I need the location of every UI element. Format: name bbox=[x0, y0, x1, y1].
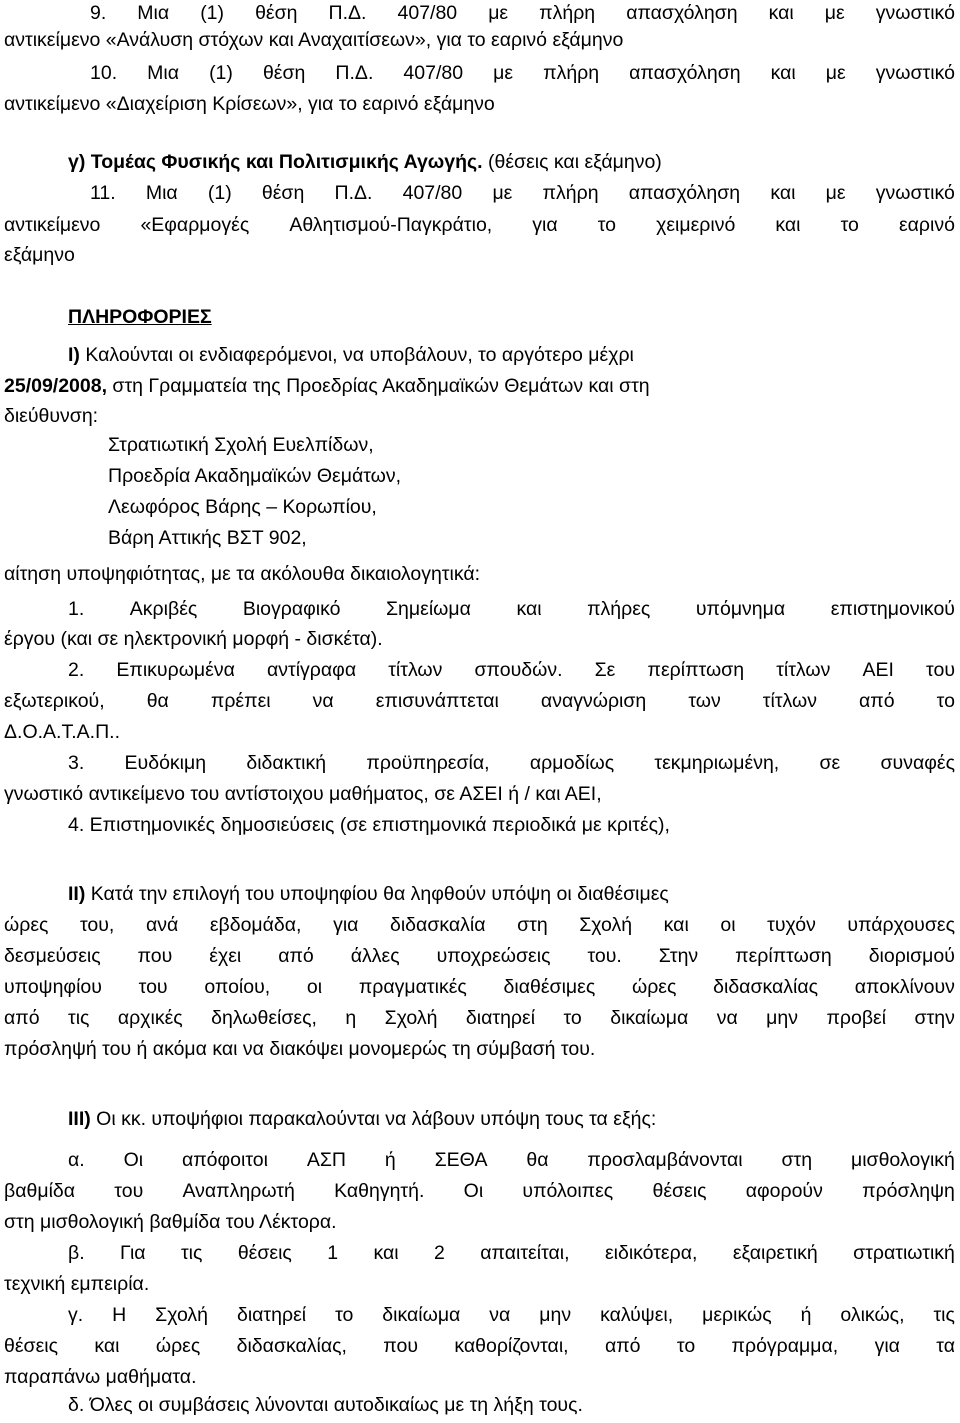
item-10-line-1 bbox=[90, 62, 955, 85]
note-alpha-line-2 bbox=[4, 1180, 955, 1203]
word: το bbox=[676, 1335, 696, 1357]
word: (1) bbox=[200, 2, 225, 24]
deadline-date: 25/09/2008, bbox=[4, 375, 108, 397]
item-11-line-1 bbox=[90, 182, 955, 205]
word: γνωστικό bbox=[875, 2, 955, 24]
word: Μια bbox=[145, 182, 178, 204]
section-ii-line-2 bbox=[4, 914, 955, 937]
word: μην bbox=[539, 1304, 572, 1326]
word: Π.Δ. bbox=[334, 182, 373, 204]
info-heading: ΠΛΗΡΟΦΟΡΙΕΣ bbox=[68, 306, 212, 328]
word: διορισμού bbox=[868, 945, 955, 967]
word: ολικώς, bbox=[840, 1304, 905, 1326]
item-10-line-2: αντικείμενο «Διαχείριση Κρίσεων», για το εαρινό εξάμηνο bbox=[4, 93, 495, 115]
word: αρμοδίως bbox=[529, 752, 615, 774]
word: προβεί bbox=[826, 1007, 887, 1029]
word: πλήρες bbox=[587, 598, 651, 620]
word: ΑΕΙ bbox=[862, 659, 894, 681]
word: και bbox=[768, 2, 794, 24]
word: υπόμνημα bbox=[695, 598, 786, 620]
word: για bbox=[532, 214, 558, 236]
word: που bbox=[383, 1335, 418, 1357]
note-alpha-line-1 bbox=[68, 1149, 955, 1172]
word: τίτλων bbox=[776, 659, 831, 681]
word: διδασκαλία bbox=[390, 914, 486, 936]
note-beta-line-1 bbox=[68, 1242, 955, 1265]
section-ii-text: Κατά την επιλογή του υποψηφίου θα ληφθούν υπόψη οι διαθέσιμες bbox=[85, 883, 669, 905]
word: α. bbox=[68, 1149, 85, 1171]
word: Ευδόκιμη bbox=[124, 752, 207, 774]
word: του. bbox=[587, 945, 622, 967]
word: 407/80 bbox=[397, 2, 458, 24]
word: το bbox=[563, 1007, 582, 1029]
section-iii-label: III) bbox=[68, 1108, 91, 1130]
word: ή bbox=[800, 1304, 812, 1326]
word: 407/80 bbox=[403, 62, 464, 84]
word: αποκλίνουν bbox=[854, 976, 955, 998]
word: για bbox=[874, 1335, 900, 1357]
word: Βιογραφικό bbox=[242, 598, 341, 620]
word: μερικώς bbox=[702, 1304, 772, 1326]
word: στη bbox=[781, 1149, 813, 1171]
word: απασχόληση bbox=[628, 182, 741, 204]
word: με bbox=[493, 62, 514, 84]
word: να bbox=[716, 1007, 738, 1029]
word: Σχολή bbox=[155, 1304, 209, 1326]
word: προϋπηρεσία, bbox=[366, 752, 490, 774]
word: διδακτική bbox=[246, 752, 327, 774]
word: το bbox=[335, 1304, 354, 1326]
word: θέση bbox=[255, 2, 298, 24]
doc-item-2-line-1 bbox=[68, 659, 955, 682]
word: πλήρη bbox=[542, 182, 599, 204]
word: τίτλων bbox=[388, 659, 443, 681]
word: «Εφαρμογές bbox=[140, 214, 250, 236]
word: θα bbox=[526, 1149, 549, 1171]
word: και bbox=[373, 1242, 399, 1264]
word: από bbox=[4, 1007, 40, 1029]
word: πραγματικές bbox=[358, 976, 467, 998]
word: διατηρεί bbox=[465, 1007, 536, 1029]
item-11-line-3: εξάμηνο bbox=[4, 244, 75, 266]
word: περίπτωση bbox=[647, 659, 745, 681]
address-line-1: Στρατιωτική Σχολή Ευελπίδων, bbox=[108, 434, 374, 456]
word: με bbox=[492, 182, 513, 204]
word: το bbox=[840, 214, 859, 236]
item-9-line-1 bbox=[90, 2, 955, 25]
word: δεσμεύσεις bbox=[4, 945, 101, 967]
address-line-4: Βάρη Αττικής ΒΣΤ 902, bbox=[108, 527, 307, 549]
word: τεκμηριωμένη, bbox=[654, 752, 780, 774]
word: καλύψει, bbox=[600, 1304, 674, 1326]
word: δικαίωμα bbox=[610, 1007, 689, 1029]
note-gamma-line-1 bbox=[68, 1304, 955, 1327]
word: Καθηγητή. bbox=[334, 1180, 425, 1202]
word: πρόσληψη bbox=[862, 1180, 955, 1202]
word: μην bbox=[766, 1007, 799, 1029]
word: και bbox=[775, 214, 801, 236]
word: με bbox=[824, 2, 845, 24]
word: τίτλων bbox=[762, 690, 817, 712]
note-alpha-line-3: στη μισθολογική βαθμίδα του Λέκτορα. bbox=[4, 1211, 337, 1233]
word: Σχολή bbox=[579, 914, 633, 936]
word: διατηρεί bbox=[236, 1304, 307, 1326]
word: θέσεις bbox=[4, 1335, 58, 1357]
address-line-3: Λεωφόρος Βάρης – Κορωπίου, bbox=[108, 496, 377, 518]
word: από bbox=[278, 945, 314, 967]
doc-item-3-line-2: γνωστικό αντικείμενο του αντίστοιχου μαθήματος, σε ΑΣΕΙ ή / και ΑΕΙ, bbox=[4, 783, 602, 805]
word: με bbox=[825, 62, 846, 84]
word: Σημείωμα bbox=[386, 598, 471, 620]
word: ώρες bbox=[155, 1335, 201, 1357]
word: διαθέσιμες bbox=[503, 976, 596, 998]
word: αναγνώριση bbox=[540, 690, 647, 712]
word: θέση bbox=[261, 182, 305, 204]
word: 3. bbox=[68, 752, 85, 774]
note-beta-line-2: τεχνική εμπειρία. bbox=[4, 1273, 150, 1295]
doc-item-1-line-2: έργου (και σε ηλεκτρονική μορφή - δισκέτα). bbox=[4, 628, 383, 650]
section-ii-line-3 bbox=[4, 945, 955, 968]
note-delta: δ. Όλες οι συμβάσεις λύνονται αυτοδικαίως με τη λήξη τους. bbox=[68, 1394, 583, 1416]
address-line-2: Προεδρία Ακαδημαϊκών Θεμάτων, bbox=[108, 465, 402, 487]
section-ii-line-6: πρόσληψή του ή ακόμα και να διακόψει μονομερώς τη σύμβασή του. bbox=[4, 1038, 596, 1060]
word: υποχρεώσεις bbox=[436, 945, 551, 967]
doc-item-2-line-2 bbox=[4, 690, 955, 713]
word: γ. bbox=[68, 1304, 84, 1326]
word: από bbox=[604, 1335, 641, 1357]
word: από bbox=[859, 690, 895, 712]
section-ii-line-4 bbox=[4, 976, 955, 999]
section-i-line-2 bbox=[4, 375, 960, 398]
word: άλλες bbox=[350, 945, 400, 967]
word: θέσεις bbox=[237, 1242, 292, 1264]
note-gamma-line-3: παραπάνω μαθήματα. bbox=[4, 1366, 197, 1388]
word: ώρες bbox=[631, 976, 677, 998]
word: ΣΕΘΑ bbox=[434, 1149, 488, 1171]
word: του, bbox=[80, 914, 115, 936]
word: Μια bbox=[147, 62, 180, 84]
word: έχει bbox=[209, 945, 242, 967]
word: εξωτερικού, bbox=[4, 690, 105, 712]
word: τα bbox=[936, 1335, 955, 1357]
section-ii-line-1-text bbox=[68, 883, 669, 906]
word: Οι bbox=[123, 1149, 144, 1171]
word: στρατιωτική bbox=[853, 1242, 955, 1264]
section-ii-label: II) bbox=[68, 883, 86, 905]
word: του bbox=[138, 976, 168, 998]
word: αντίγραφα bbox=[267, 659, 357, 681]
word: και bbox=[663, 914, 689, 936]
word: σε bbox=[819, 752, 841, 774]
section-iii-line-1 bbox=[68, 1108, 960, 1131]
word: ή bbox=[384, 1149, 396, 1171]
word: καθορίζονται, bbox=[454, 1335, 569, 1357]
word: και bbox=[516, 598, 542, 620]
word: γνωστικό bbox=[875, 62, 955, 84]
word: πλήρη bbox=[539, 2, 596, 24]
word: ΑΣΠ bbox=[306, 1149, 346, 1171]
word: Η bbox=[112, 1304, 127, 1326]
section-ii-line-5 bbox=[4, 1007, 955, 1030]
word: και bbox=[94, 1335, 120, 1357]
word: γνωστικό bbox=[875, 182, 955, 204]
word: Π.Δ. bbox=[335, 62, 374, 84]
word: οποίου, bbox=[204, 976, 271, 998]
item-9-line-2: αντικείμενο «Ανάλυση στόχων και Αναχαιτίσεων», για το εαρινό εξάμηνο bbox=[4, 29, 624, 51]
word: με bbox=[488, 2, 509, 24]
word: απόφοιτοι bbox=[181, 1149, 268, 1171]
word: β. bbox=[68, 1242, 85, 1264]
word: (1) bbox=[209, 62, 233, 84]
word: δηλωθείσες, bbox=[211, 1007, 317, 1029]
doc-item-3-line-1 bbox=[68, 752, 955, 775]
word: υποψηφίου bbox=[4, 976, 102, 998]
word: Για bbox=[120, 1242, 146, 1264]
word: διδασκαλίας bbox=[713, 976, 819, 998]
word: τις bbox=[933, 1304, 955, 1326]
word: για bbox=[333, 914, 359, 936]
word: με bbox=[825, 182, 846, 204]
word: και bbox=[770, 62, 796, 84]
word: 11. bbox=[90, 182, 116, 204]
word: του bbox=[926, 659, 955, 681]
word: ειδικότερα, bbox=[604, 1242, 698, 1264]
word: Π.Δ. bbox=[328, 2, 367, 24]
word: θέσεις bbox=[652, 1180, 707, 1202]
word: Αθλητισμού-Παγκράτιο, bbox=[289, 214, 493, 236]
section-i-text: Καλούνται οι ενδιαφερόμενοι, να υποβάλουν, το αργότερο μέχρι bbox=[79, 344, 634, 366]
word: οι bbox=[720, 914, 736, 936]
section-gamma-note: (θέσεις και εξάμηνο) bbox=[482, 151, 662, 173]
word: δικαίωμα bbox=[382, 1304, 461, 1326]
word: τυχόν bbox=[767, 914, 816, 936]
word: αρχικές bbox=[117, 1007, 183, 1029]
word: πλήρη bbox=[543, 62, 600, 84]
word: θα bbox=[146, 690, 169, 712]
word: υπόλοιπες bbox=[522, 1180, 614, 1202]
word: Ακριβές bbox=[129, 598, 198, 620]
section-gamma-title: γ) Τομέας Φυσικής και Πολιτισμικής Αγωγής. bbox=[68, 151, 483, 173]
word: και bbox=[770, 182, 796, 204]
word: τις bbox=[68, 1007, 90, 1029]
word: περίπτωση bbox=[735, 945, 832, 967]
note-gamma-line-2 bbox=[4, 1335, 955, 1358]
word: σπουδών. bbox=[474, 659, 563, 681]
word: μισθολογική bbox=[850, 1149, 955, 1171]
word: 1 bbox=[327, 1242, 339, 1264]
word: εαρινό bbox=[898, 214, 955, 236]
word: συναφές bbox=[880, 752, 955, 774]
word: Αναπληρωτή bbox=[182, 1180, 295, 1202]
word: εξαιρετική bbox=[732, 1242, 818, 1264]
word: που bbox=[137, 945, 173, 967]
word: 1. bbox=[68, 598, 85, 620]
section-i-label: I) bbox=[68, 344, 80, 366]
word: πρόγραμμα, bbox=[731, 1335, 839, 1357]
word: 2. bbox=[68, 659, 85, 681]
word: ανά bbox=[145, 914, 179, 936]
word: διδασκαλίας, bbox=[236, 1335, 347, 1357]
doc-item-2-line-3: Δ.Ο.Α.Τ.Α.Π.. bbox=[4, 721, 120, 743]
word: να bbox=[312, 690, 334, 712]
section-ii-line-1 bbox=[68, 883, 955, 906]
item-11-line-2 bbox=[4, 214, 955, 237]
word: επιστημονικού bbox=[830, 598, 955, 620]
section-i-line-1 bbox=[68, 344, 960, 367]
word: απασχόληση bbox=[629, 62, 741, 84]
application-line: αίτηση υποψηφιότητας, με τα ακόλουθα δικαιολογητικά: bbox=[4, 563, 481, 585]
word: βαθμίδα bbox=[4, 1180, 76, 1202]
section-gamma-heading bbox=[68, 151, 960, 174]
word: να bbox=[489, 1304, 511, 1326]
word: των bbox=[688, 690, 721, 712]
word: χειμερινό bbox=[656, 214, 736, 236]
section-i-text-2: στη Γραμματεία της Προεδρίας Ακαδημαϊκών Θεμάτων και στη bbox=[107, 375, 650, 397]
word: 2 bbox=[434, 1242, 445, 1264]
section-iii-text: Οι κκ. υποψήφιοι παρακαλούνται να λάβουν υπόψη τους τα εξής: bbox=[90, 1108, 657, 1130]
word: Σε bbox=[594, 659, 616, 681]
word: προσλαμβάνονται bbox=[587, 1149, 743, 1171]
word: (1) bbox=[207, 182, 232, 204]
word: υπάρχουσες bbox=[847, 914, 955, 936]
word: Μια bbox=[137, 2, 170, 24]
word: το bbox=[597, 214, 617, 236]
word: Στην bbox=[658, 945, 699, 967]
word: στην bbox=[914, 1007, 955, 1029]
word: στη bbox=[517, 914, 548, 936]
word: τις bbox=[180, 1242, 203, 1264]
word: θέση bbox=[262, 62, 306, 84]
word: Οι bbox=[463, 1180, 484, 1202]
word: ώρες bbox=[4, 914, 49, 936]
word: αντικείμενο bbox=[4, 214, 101, 236]
word: 9. bbox=[90, 2, 107, 24]
section-i-line-3: διεύθυνση: bbox=[4, 405, 99, 427]
doc-item-1-line-1 bbox=[68, 598, 955, 621]
doc-item-4: 4. Επιστημονικές δημοσιεύσεις (σε επιστημονικά περιοδικά με κριτές), bbox=[68, 814, 670, 836]
word: η bbox=[345, 1007, 357, 1029]
word: εβδομάδα, bbox=[209, 914, 302, 936]
word: Σχολή bbox=[384, 1007, 438, 1029]
word: επισυνάπτεται bbox=[375, 690, 499, 712]
word: 407/80 bbox=[402, 182, 463, 204]
word: αφορούν bbox=[745, 1180, 823, 1202]
word: απαιτείται, bbox=[480, 1242, 570, 1264]
word: το bbox=[936, 690, 955, 712]
word: Επικυρωμένα bbox=[116, 659, 235, 681]
word: απασχόληση bbox=[626, 2, 738, 24]
word: 10. bbox=[90, 62, 118, 84]
word: πρέπει bbox=[210, 690, 271, 712]
word: οι bbox=[306, 976, 323, 998]
word: του bbox=[114, 1180, 144, 1202]
